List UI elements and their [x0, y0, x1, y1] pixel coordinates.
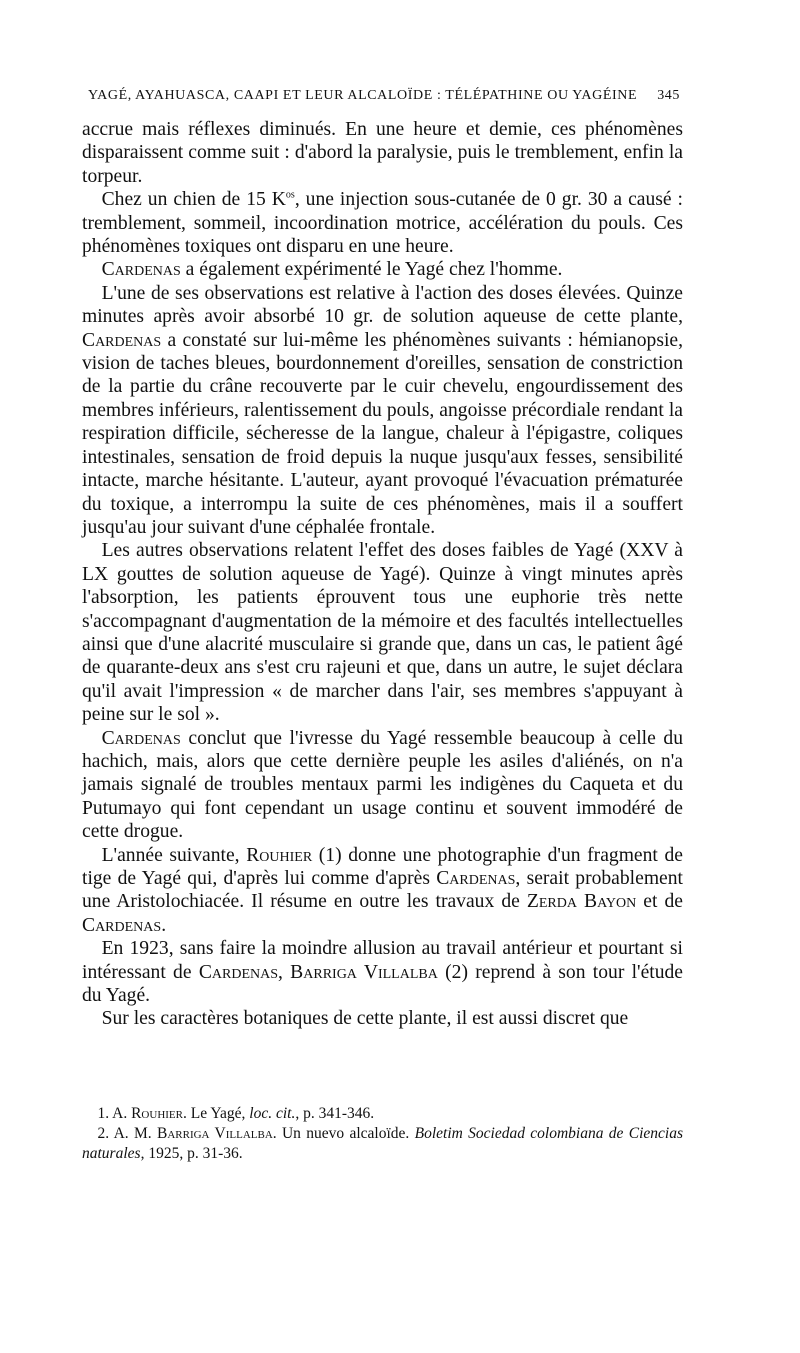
paragraph: L'une de ses observations est relative à l'action des doses élevées. Quinze minutes après avoir absorbé 10 gr. de solution aqueuse de cette plante, Cardenas a constaté sur lui-même les phénomènes suivants : hémianopsie, vision de taches bleues, bourdonnement d'oreilles, sensation de constriction de la partie du crâne recouverte par le cuir chevelu, engourdissement des membres inférieurs, ralentissement du pouls, angoisse précordiale rendant la respiration difficile, sécheresse de la langue, chaleur à l'épigastre, coliques intestinales, sensation de froid depuis la nuque jusqu'aux fesses, sensibilité intacte, marche hésitante. L'auteur, ayant provoqué l'évacuation prématurée du toxique, a interrompu la suite de ces phénomènes, mais il a souffert jusqu'au jour suivant d'une céphalée frontale.	[82, 282, 683, 538]
running-title: YAGÉ, AYAHUASCA, CAAPI ET LEUR ALCALOÏDE : TÉLÉPATHINE OU YAGÉINE	[88, 88, 638, 103]
footnote-2: 2. A. M. Barriga Villalba. Un nuevo alcaloïde. Boletim Sociedad colombiana de Ciencias naturales, 1925, p. 31-36.	[82, 1125, 684, 1162]
paragraph: Chez un chien de 15 $K^{os}$, une injection sous-cutanée de 0 gr. 30 a causé : tremblement, sommeil, incoordination motrice, accélération du pouls. Ces phénomènes toxiques ont disparu en une heure.	[82, 189, 683, 258]
paragraph: accrue mais réflexes diminués. En une heure et demie, ces phénomènes disparaissent comme suit : d'abord la paralysie, puis le tremblement, enfin la torpeur.	[82, 119, 683, 187]
body-text	[82, 118, 683, 1031]
paragraph: Sur les caractères botaniques de cette plante, il est aussi discret que	[101, 1008, 629, 1030]
paragraph: L'année suivante, Rouhier (1) donne une photographie d'un fragment de tige de Yagé qui, d'après lui comme d'après Cardenas, serait probablement une Aristolochiacée. Il résume en outre les travaux de Zerda Bayon et de Cardenas.	[82, 844, 683, 936]
paragraph: En 1923, sans faire la moindre allusion au travail antérieur et pourtant si intéressant de Cardenas, Barriga Villalba (2) reprend à son tour l'étude du Yagé.	[82, 938, 684, 1007]
footnote-1: 1. A. Rouhier. Le Yagé, loc. cit., p. 341-346.	[97, 1105, 375, 1122]
running-head	[88, 88, 680, 104]
paragraph: Cardenas conclut que l'ivresse du Yagé ressemble beaucoup à celle du hachich, mais, alors que cette dernière peuple les asiles d'aliénés, on n'a jamais signalé de troubles mentaux parmi les indigènes du Caqueta et du Putumayo qui font cependant un usage continu et souvent immodéré de cette drogue.	[82, 727, 683, 843]
page-number: 345	[657, 88, 680, 103]
paragraph: Les autres observations relatent l'effet des doses faibles de Yagé (XXV à LX gouttes de solution aqueuse de Yagé). Quinze à vingt minutes après l'absorption, les patients éprouvent tous une euphorie très nette s'accompagnant d'augmentation de la mémoire et des facultés intellectuelles ainsi que d'une alacrité musculaire si grande que, dans un cas, le patient âgé de quarante-deux ans s'est cru rajeuni et que, dans un autre, le sujet déclara qu'il avait l'impression « de marcher dans l'air, ses membres s'appuyant à peine sur le sol ».	[82, 540, 683, 726]
footnotes	[82, 1104, 683, 1164]
paragraph: Cardenas a également expérimenté le Yagé chez l'homme.	[101, 259, 563, 281]
